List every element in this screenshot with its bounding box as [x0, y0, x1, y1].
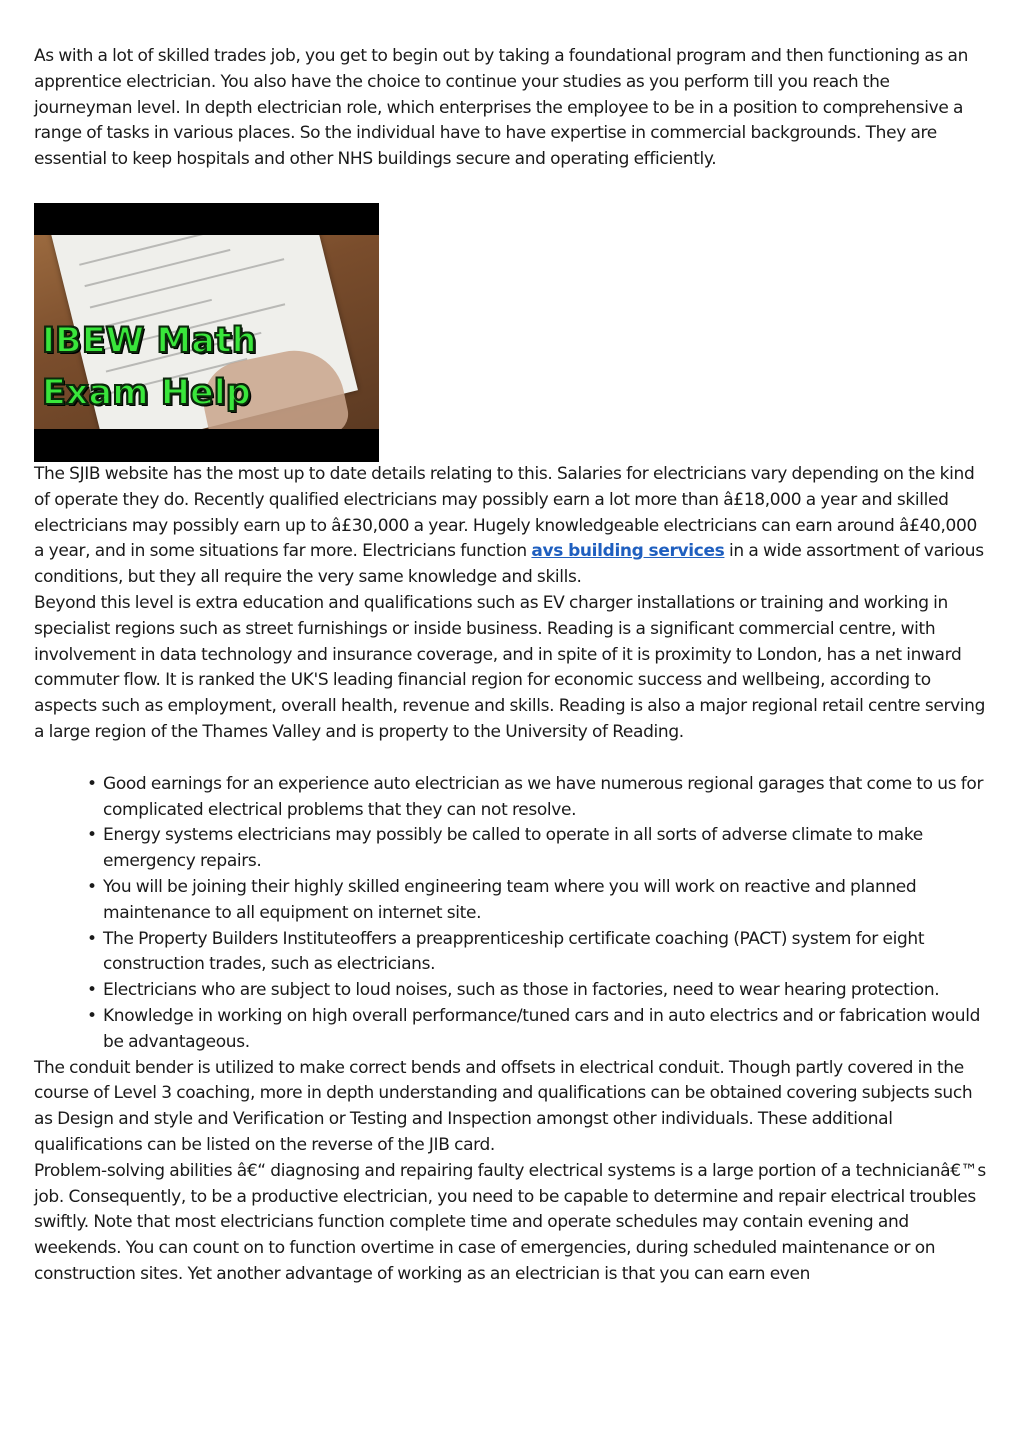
bullet-dot: •: [87, 1005, 97, 1026]
thumbnail-caption-line-2: Exam Help: [42, 372, 251, 413]
avs-building-services-link[interactable]: avs building services: [531, 541, 725, 562]
bullet-dot: •: [87, 876, 97, 897]
bullet-dot: •: [87, 928, 97, 949]
bullet-dot: •: [87, 773, 97, 794]
thumbnail-caption-line-1: IBEW Math: [42, 320, 257, 361]
paragraph-conduit-bender: The conduit bender is utilized to make correct bends and offsets in electrical conduit. Though partly covered in the course of Level 3 coaching, more in depth understanding and qualifications can be obtained covering subjects such as Design and style and Verification or Testing and Inspection amongst other individuals. These additional qualifications can be listed on the reverse of the JIB card.: [34, 1057, 973, 1155]
list-item: [87, 1004, 990, 1056]
list-item-text: Energy systems electricians may possibly be called to operate in all sorts of adverse climate to make emergency repairs.: [103, 825, 923, 872]
article-body: [34, 44, 990, 1288]
bullet-dot: •: [87, 980, 97, 1001]
list-item: [87, 772, 990, 824]
paragraph-salaries: [34, 462, 990, 591]
list-item: [87, 978, 990, 1004]
bullet-dot: •: [87, 825, 97, 846]
bullet-list: [34, 772, 990, 1056]
paragraph-problem-solving: Problem-solving abilities â€“ diagnosing and repairing faulty electrical systems is a large portion of a technicianâ€™s job. Consequently, to be a productive electrician, you need to be capable to determine and repair electrical troubles swiftly. Note that most electricians function complete time and operate schedules may contain evening and weekends. You can count on to function overtime in case of emergencies, during scheduled maintenance or on construction sites. Yet another advantage of working as an electrician is that you can earn even: [34, 1160, 986, 1284]
paragraph-intro: As with a lot of skilled trades job, you get to begin out by taking a foundational program and then functioning as an apprentice electrician. You also have the choice to continue your studies as you perform till you reach the journeyman level. In depth electrician role, which enterprises the employee to be in a position to comprehensive a range of tasks in various places. So the individual have to have expertise in commercial backgrounds. They are essential to keep hospitals and other NHS buildings secure and operating efficiently.: [34, 46, 969, 170]
video-thumbnail-image[interactable]: [34, 203, 379, 462]
list-item: [87, 823, 990, 875]
list-item-text: Knowledge in working on high overall performance/tuned cars and in auto electrics and or fabrication would be advantageous.: [103, 1005, 981, 1052]
list-item: [87, 875, 990, 927]
list-item: [87, 927, 990, 979]
paragraph-reading: Beyond this level is extra education and qualifications such as EV charger installations or training and working in specialist regions such as street furnishings or inside business. Reading is a significant commercial centre, with involvement in data technology and insurance coverage, and in spite of it is proximity to London, has a net inward commuter flow. It is ranked the UK'S leading financial region for economic success and wellbeing, according to aspects such as employment, overall health, revenue and skills. Reading is also a major regional retail centre serving a large region of the Thames Valley and is property to the University of Reading.: [34, 592, 986, 742]
list-item-text: The Property Builders Instituteoffers a preapprenticeship certificate coaching (PACT) system for eight construction trades, such as electricians.: [103, 928, 925, 975]
list-item-text: You will be joining their highly skilled engineering team where you will work on reactive and planned maintenance to all equipment on internet site.: [103, 876, 917, 923]
paragraph-salaries-text-2: in a wide assortment of various conditions, but they all require the very same knowledge and skills.: [34, 541, 984, 588]
list-item-text: Good earnings for an experience auto electrician as we have numerous regional garages that come to us for complicated electrical problems that they can not resolve.: [103, 773, 984, 820]
paragraph-salaries-text-1: The SJIB website has the most up to date details relating to this. Salaries for electricians vary depending on the kind of operate they do. Recently qualified electricians may possibly earn a lot more than â£18,000 a year and skilled electricians may possibly earn up to â£30,000 a year. Hugely knowledgeable electricians can earn around â£40,000 a year, and in some situations far more. Electricians function: [34, 463, 977, 562]
list-item-text: Electricians who are subject to loud noises, such as those in factories, need to wear hearing protection.: [103, 980, 940, 1001]
